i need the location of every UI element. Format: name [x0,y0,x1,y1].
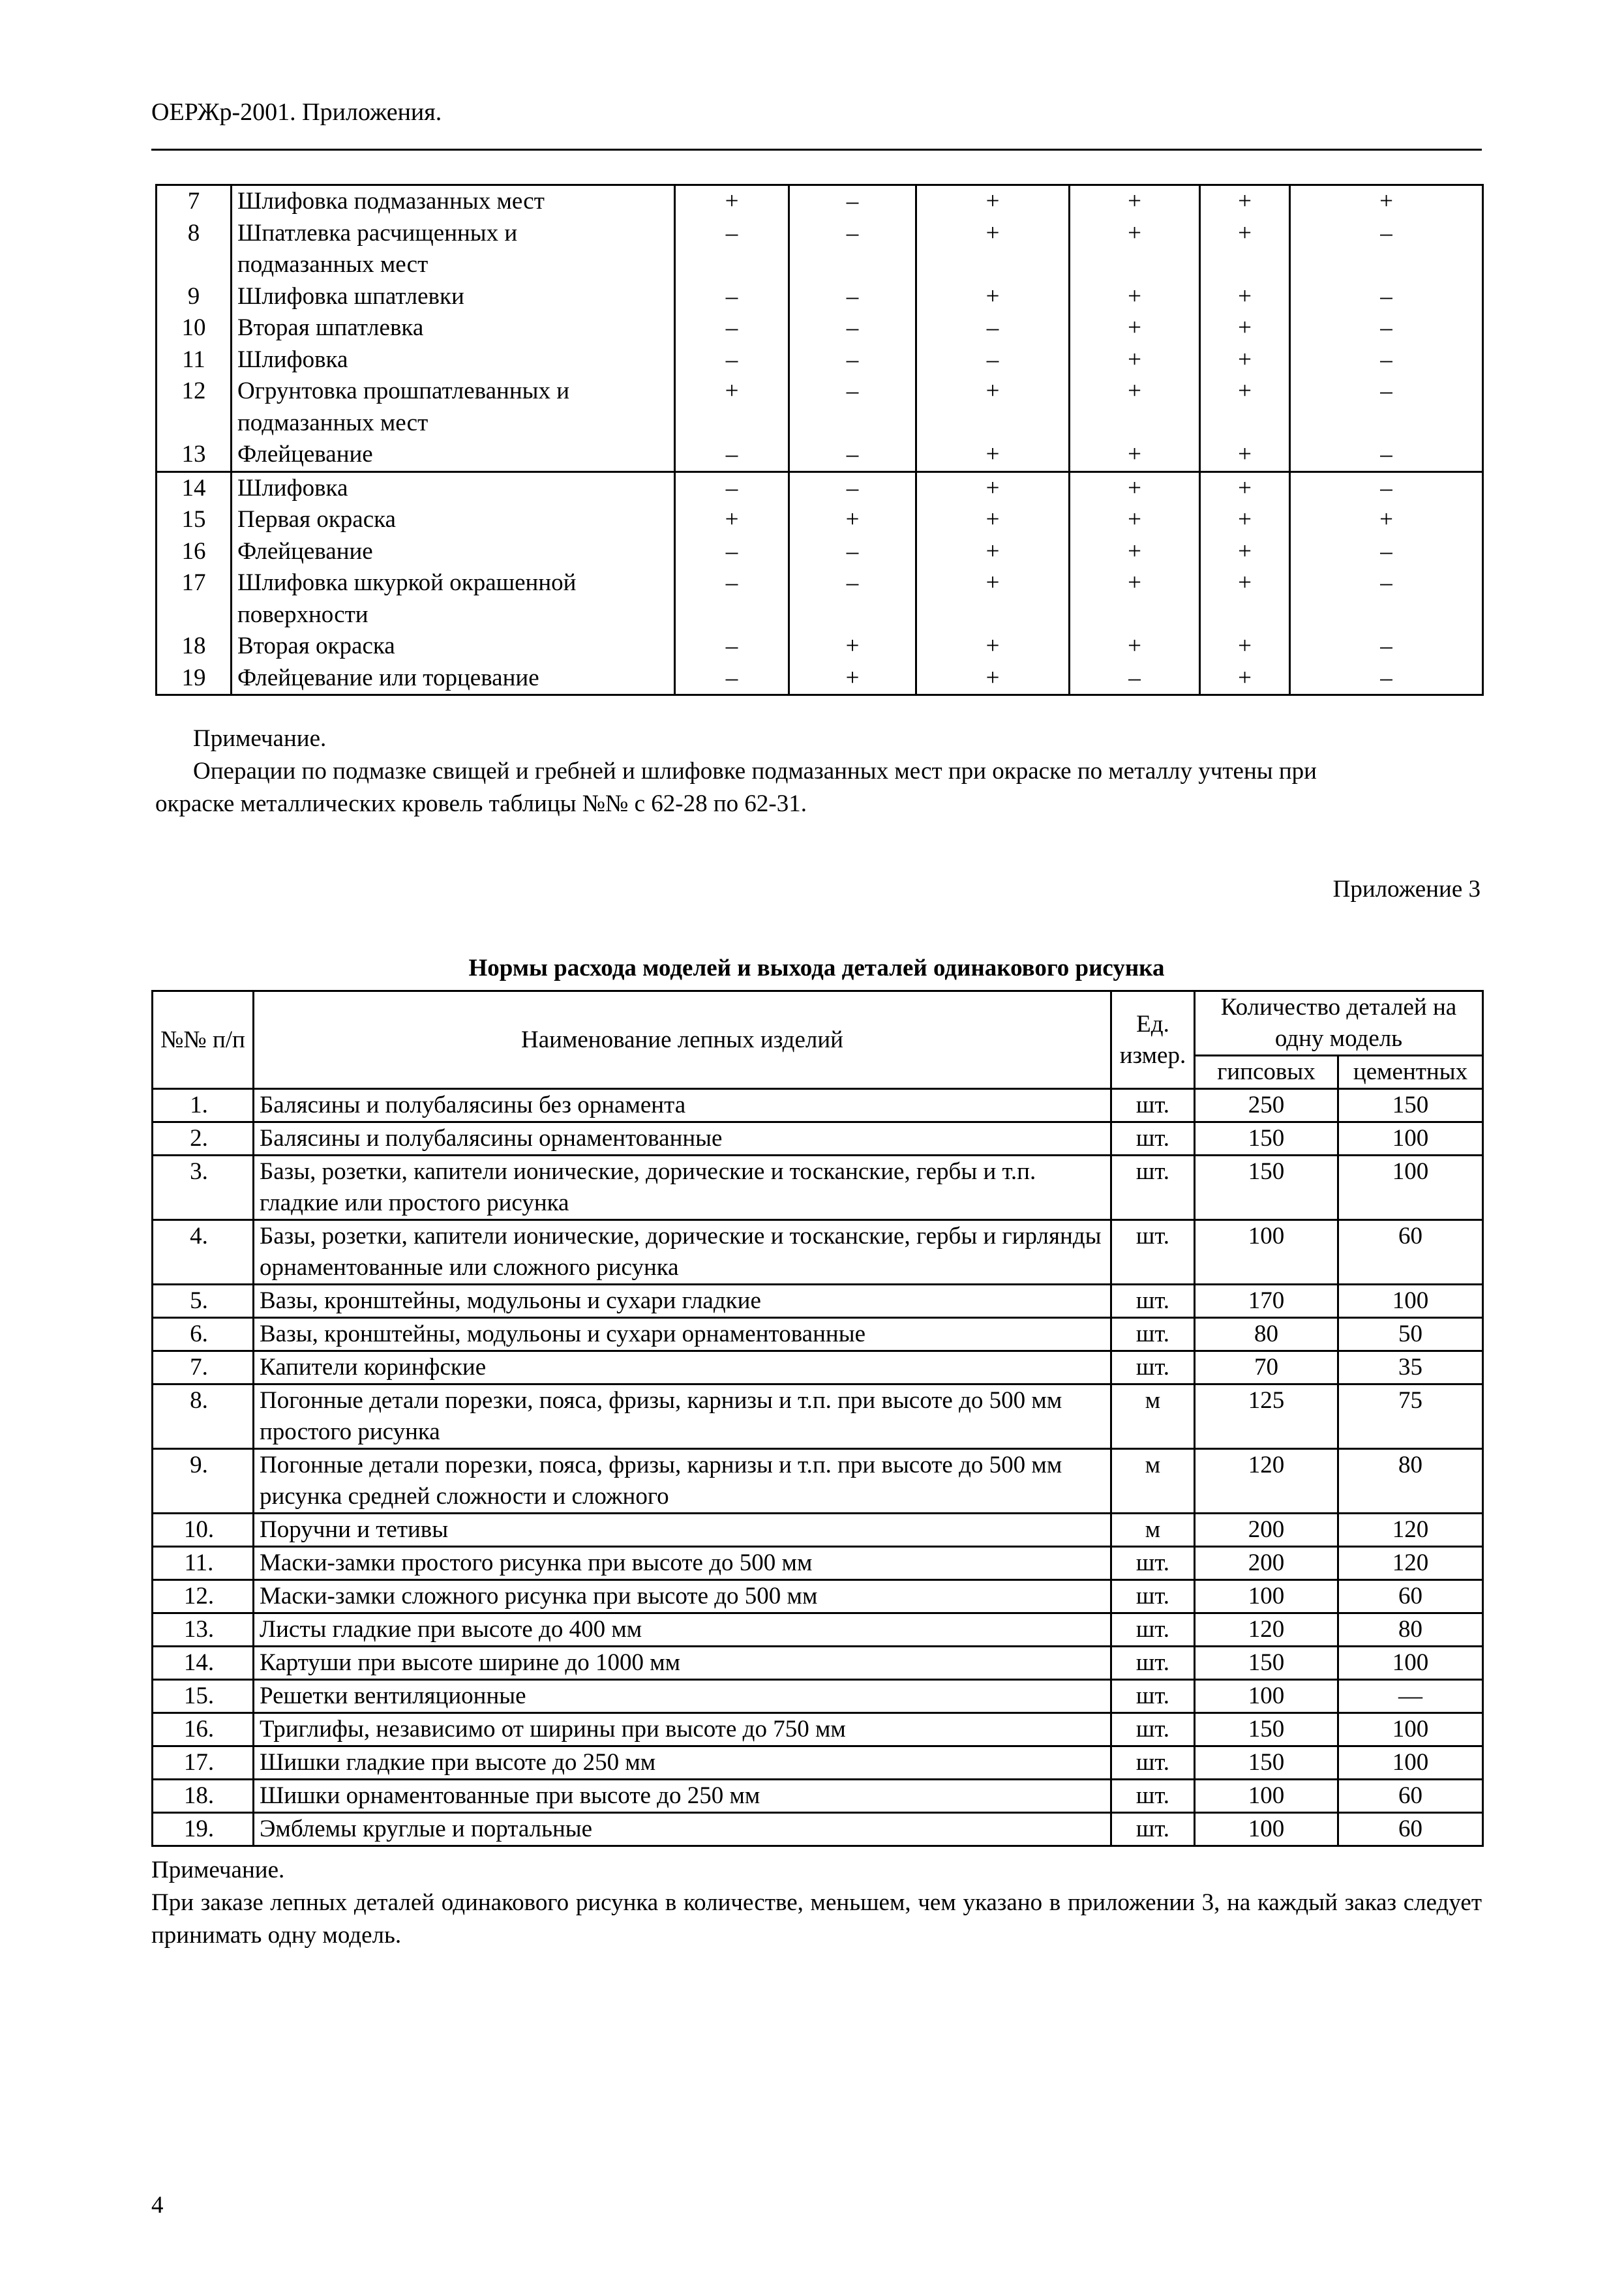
mark-cell: + [1200,663,1290,695]
row-number: 14 [157,471,232,504]
mark-cell: – [675,281,789,313]
qty-cement: 100 [1338,1285,1483,1318]
mark-cell: – [675,344,789,376]
row-number: 19. [153,1813,254,1846]
mark-cell [675,249,789,281]
mark-cell [1200,408,1290,440]
item-name: Балясины и полубалясины без орнамента [254,1089,1111,1122]
qty-cement: — [1338,1680,1483,1713]
qty-cement: 60 [1338,1580,1483,1613]
mark-cell: – [675,471,789,504]
mark-cell: – [675,663,789,695]
mark-cell [1070,408,1200,440]
table-row [157,439,1483,471]
unit: шт. [1111,1318,1195,1351]
mark-cell: + [1200,504,1290,536]
row-number: 5. [153,1285,254,1318]
models-norms-table [151,990,1484,1847]
unit: шт. [1111,1285,1195,1318]
mark-cell: + [1200,281,1290,313]
qty-gypsum: 100 [1195,1220,1338,1285]
row-number: 7 [157,185,232,218]
qty-gypsum: 120 [1195,1613,1338,1647]
table-row [153,1384,1483,1449]
mark-cell: + [1200,536,1290,568]
qty-gypsum: 150 [1195,1156,1338,1220]
table-row [153,1613,1483,1647]
operation-name: Шлифовка шпатлевки [232,281,675,313]
qty-gypsum: 150 [1195,1122,1338,1156]
operation-name: Шпатлевка расчищенных и [232,218,675,250]
mark-cell [916,408,1070,440]
qty-cement: 80 [1338,1613,1483,1647]
table-row [153,1220,1483,1285]
unit: шт. [1111,1156,1195,1220]
page-header-title: ОЕРЖр-2001. Приложения. [151,98,442,126]
item-name: Маски-замки сложного рисунка при высоте до 500 мм [254,1580,1111,1613]
row-number: 9 [157,281,232,313]
mark-cell: + [916,439,1070,471]
item-name: Балясины и полубалясины орнаментованные [254,1122,1111,1156]
mark-cell: – [916,312,1070,344]
mark-cell: + [1200,631,1290,663]
mark-cell: + [1200,471,1290,504]
row-number: 11. [153,1547,254,1580]
row-number: 11 [157,344,232,376]
unit: шт. [1111,1647,1195,1680]
header-num: №№ п/п [153,991,254,1089]
mark-cell: + [1070,376,1200,408]
table-row [157,663,1483,695]
mark-cell [1070,599,1200,631]
mark-cell: – [789,218,916,250]
mark-cell: + [916,218,1070,250]
row-number: 13. [153,1613,254,1647]
table-row [153,1547,1483,1580]
qty-cement: 100 [1338,1156,1483,1220]
item-name: Вазы, кронштейны, модульоны и сухари гладкие [254,1285,1111,1318]
mark-cell [789,599,916,631]
unit: шт. [1111,1122,1195,1156]
mark-cell [916,249,1070,281]
item-name: Базы, розетки, капители ионические, дорические и тосканские, гербы и т.п. гладкие или простого рисунка [254,1156,1111,1220]
mark-cell: + [916,471,1070,504]
operation-name: подмазанных мест [232,408,675,440]
row-number: 8. [153,1384,254,1449]
item-name: Погонные детали порезки, пояса, фризы, карнизы и т.п. при высоте до 500 мм рисунка средней сложности и сложного [254,1449,1111,1514]
mark-cell: – [1290,663,1483,695]
unit: шт. [1111,1680,1195,1713]
mark-cell: – [675,439,789,471]
mark-cell: + [1200,567,1290,599]
mark-cell [1290,408,1483,440]
mark-cell: – [789,185,916,218]
mark-cell: + [916,281,1070,313]
table-row [153,1514,1483,1547]
mark-cell: – [1290,376,1483,408]
header-cement: цементных [1338,1056,1483,1089]
qty-gypsum: 100 [1195,1780,1338,1813]
note-text-line1: Операции по подмазке свищей и гребней и шлифовке подмазанных мест при окраске по металлу учтены при [193,758,1317,785]
table-row [153,1813,1483,1846]
row-number [157,408,232,440]
qty-cement: 60 [1338,1780,1483,1813]
qty-cement: 150 [1338,1089,1483,1122]
appendix-label: Приложение 3 [1332,876,1481,903]
table-row [153,1647,1483,1680]
operation-name: Вторая окраска [232,631,675,663]
mark-cell: + [916,185,1070,218]
table-row [157,281,1483,313]
operation-name: Шлифовка [232,344,675,376]
mark-cell: – [1290,471,1483,504]
item-name: Погонные детали порезки, пояса, фризы, карнизы и т.п. при высоте до 500 мм простого рисунка [254,1384,1111,1449]
mark-cell: – [675,218,789,250]
note-operations [155,723,1482,820]
mark-cell: – [789,281,916,313]
item-name: Маски-замки простого рисунка при высоте до 500 мм [254,1547,1111,1580]
table-row [157,536,1483,568]
qty-gypsum: 80 [1195,1318,1338,1351]
qty-cement: 120 [1338,1514,1483,1547]
operation-name: Огрунтовка прошпатлеванных и [232,376,675,408]
row-number: 14. [153,1647,254,1680]
operation-name: Флейцевание [232,439,675,471]
table-row [153,1680,1483,1713]
mark-cell: + [1070,504,1200,536]
header-qty: Количество деталей на одну модель [1195,991,1483,1056]
unit: м [1111,1449,1195,1514]
row-number: 15 [157,504,232,536]
mark-cell: + [1200,376,1290,408]
item-name: Вазы, кронштейны, модульоны и сухари орнаментованные [254,1318,1111,1351]
mark-cell: – [1290,536,1483,568]
table-row [153,1580,1483,1613]
mark-cell: + [916,567,1070,599]
mark-cell: – [675,631,789,663]
unit: шт. [1111,1746,1195,1780]
item-name: Шишки орнаментованные при высоте до 250 мм [254,1780,1111,1813]
mark-cell: + [916,504,1070,536]
table-row [153,1089,1483,1122]
mark-cell: – [789,471,916,504]
row-number: 17 [157,567,232,599]
note-label: Примечание. [151,1857,285,1883]
note-models [151,1854,1482,1952]
mark-cell: – [1290,218,1483,250]
note-text-line2: окраске металлических кровель таблицы №№ с 62-28 по 62-31. [155,790,807,817]
operation-name: Шлифовка подмазанных мест [232,185,675,218]
item-name: Картуши при высоте ширине до 1000 мм [254,1647,1111,1680]
table-row [153,1318,1483,1351]
mark-cell: + [675,185,789,218]
qty-cement: 100 [1338,1746,1483,1780]
mark-cell: + [916,631,1070,663]
table-row [153,1713,1483,1746]
table-row [153,1746,1483,1780]
operation-name: подмазанных мест [232,249,675,281]
mark-cell: – [1290,631,1483,663]
mark-cell: – [675,312,789,344]
qty-gypsum: 70 [1195,1351,1338,1384]
mark-cell: + [1200,218,1290,250]
qty-cement: 100 [1338,1713,1483,1746]
mark-cell [1200,599,1290,631]
qty-cement: 100 [1338,1122,1483,1156]
qty-cement: 60 [1338,1813,1483,1846]
note-text: При заказе лепных деталей одинакового рисунка в количестве, меньшем, чем указано в приложении 3, на каждый заказ следует принимать одну модель. [151,1889,1482,1949]
mark-cell: + [1200,439,1290,471]
item-name: Базы, розетки, капители ионические, дорические и тосканские, гербы и гирлянды орнаментованные или сложного рисунка [254,1220,1111,1285]
row-number: 18 [157,631,232,663]
row-number: 16 [157,536,232,568]
qty-cement: 120 [1338,1547,1483,1580]
mark-cell [789,408,916,440]
row-number: 4. [153,1220,254,1285]
table-row [157,376,1483,408]
table-row [157,504,1483,536]
unit: шт. [1111,1613,1195,1647]
row-number: 3. [153,1156,254,1220]
table-row [153,1285,1483,1318]
row-number: 15. [153,1680,254,1713]
row-number [157,599,232,631]
table-row [157,599,1483,631]
mark-cell: + [1070,185,1200,218]
operations-table [155,184,1484,696]
row-number: 19 [157,663,232,695]
row-number: 17. [153,1746,254,1780]
mark-cell: + [1070,471,1200,504]
mark-cell: + [789,663,916,695]
mark-cell: + [1070,312,1200,344]
item-name: Эмблемы круглые и портальные [254,1813,1111,1846]
row-number: 16. [153,1713,254,1746]
mark-cell: – [675,536,789,568]
mark-cell: + [1070,439,1200,471]
row-number: 2. [153,1122,254,1156]
mark-cell: + [1070,536,1200,568]
item-name: Поручни и тетивы [254,1514,1111,1547]
unit: м [1111,1384,1195,1449]
mark-cell: + [1290,504,1483,536]
operation-name: Первая окраска [232,504,675,536]
qty-gypsum: 150 [1195,1746,1338,1780]
table-row [153,1449,1483,1514]
mark-cell: – [789,344,916,376]
unit: шт. [1111,1351,1195,1384]
table-row [157,185,1483,218]
mark-cell: + [1200,344,1290,376]
mark-cell: – [675,567,789,599]
unit: м [1111,1514,1195,1547]
row-number: 1. [153,1089,254,1122]
qty-cement: 50 [1338,1318,1483,1351]
mark-cell: – [1290,281,1483,313]
unit: шт. [1111,1089,1195,1122]
mark-cell [1070,249,1200,281]
qty-gypsum: 170 [1195,1285,1338,1318]
qty-gypsum: 125 [1195,1384,1338,1449]
table-row [153,1156,1483,1220]
table-row [157,408,1483,440]
header-unit: Ед. измер. [1111,991,1195,1089]
mark-cell: – [789,536,916,568]
qty-gypsum: 150 [1195,1713,1338,1746]
table-row [157,631,1483,663]
qty-cement: 35 [1338,1351,1483,1384]
row-number: 12 [157,376,232,408]
row-number: 10 [157,312,232,344]
mark-cell [916,599,1070,631]
mark-cell: + [1070,567,1200,599]
row-number: 10. [153,1514,254,1547]
table-row [157,218,1483,250]
qty-gypsum: 200 [1195,1547,1338,1580]
mark-cell: + [675,376,789,408]
item-name: Решетки вентиляционные [254,1680,1111,1713]
item-name: Шишки гладкие при высоте до 250 мм [254,1746,1111,1780]
note-label: Примечание. [193,725,327,752]
qty-gypsum: 200 [1195,1514,1338,1547]
row-number: 8 [157,218,232,250]
operation-name: поверхности [232,599,675,631]
mark-cell [1200,249,1290,281]
mark-cell: + [1200,185,1290,218]
mark-cell [675,599,789,631]
operation-name: Шлифовка [232,471,675,504]
qty-gypsum: 150 [1195,1647,1338,1680]
mark-cell: – [1290,567,1483,599]
mark-cell: – [1290,439,1483,471]
table-row [153,1122,1483,1156]
operation-name: Флейцевание или торцевание [232,663,675,695]
unit: шт. [1111,1813,1195,1846]
qty-gypsum: 100 [1195,1580,1338,1613]
row-number [157,249,232,281]
qty-gypsum: 100 [1195,1680,1338,1713]
mark-cell: + [1290,185,1483,218]
mark-cell: + [1070,281,1200,313]
table-row [153,1351,1483,1384]
mark-cell: + [789,631,916,663]
mark-cell: + [1070,631,1200,663]
header-gypsum: гипсовых [1195,1056,1338,1089]
mark-cell [1290,249,1483,281]
mark-cell: + [675,504,789,536]
mark-cell: + [916,376,1070,408]
item-name: Листы гладкие при высоте до 400 мм [254,1613,1111,1647]
item-name: Триглифы, независимо от ширины при высоте до 750 мм [254,1713,1111,1746]
operation-name: Вторая шпатлевка [232,312,675,344]
qty-gypsum: 100 [1195,1813,1338,1846]
qty-cement: 60 [1338,1220,1483,1285]
qty-cement: 75 [1338,1384,1483,1449]
mark-cell: + [1070,218,1200,250]
row-number: 13 [157,439,232,471]
qty-cement: 80 [1338,1449,1483,1514]
mark-cell: + [916,536,1070,568]
table-row [157,249,1483,281]
qty-cement: 100 [1338,1647,1483,1680]
mark-cell: – [789,312,916,344]
mark-cell: + [1200,312,1290,344]
mark-cell: – [789,567,916,599]
unit: шт. [1111,1547,1195,1580]
table-row [157,344,1483,376]
row-number: 6. [153,1318,254,1351]
mark-cell [675,408,789,440]
mark-cell: + [789,504,916,536]
mark-cell: + [1070,344,1200,376]
mark-cell [789,249,916,281]
mark-cell: – [1290,312,1483,344]
mark-cell: + [916,663,1070,695]
table-row [157,471,1483,504]
mark-cell: – [789,439,916,471]
unit: шт. [1111,1220,1195,1285]
operation-name: Флейцевание [232,536,675,568]
row-number: 7. [153,1351,254,1384]
table-row [153,1780,1483,1813]
unit: шт. [1111,1780,1195,1813]
row-number: 12. [153,1580,254,1613]
mark-cell: – [1070,663,1200,695]
row-number: 9. [153,1449,254,1514]
header-divider [151,149,1482,151]
mark-cell: – [1290,344,1483,376]
mark-cell: – [789,376,916,408]
header-name: Наименование лепных изделий [254,991,1111,1089]
table-row [157,567,1483,599]
mark-cell [1290,599,1483,631]
table-caption: Нормы расхода моделей и выхода деталей одинакового рисунка [468,955,1165,981]
qty-gypsum: 120 [1195,1449,1338,1514]
mark-cell: – [916,344,1070,376]
operation-name: Шлифовка шкуркой окрашенной [232,567,675,599]
unit: шт. [1111,1713,1195,1746]
table-row [157,312,1483,344]
row-number: 18. [153,1780,254,1813]
item-name: Капители коринфские [254,1351,1111,1384]
qty-gypsum: 250 [1195,1089,1338,1122]
unit: шт. [1111,1580,1195,1613]
page-number: 4 [151,2192,164,2219]
